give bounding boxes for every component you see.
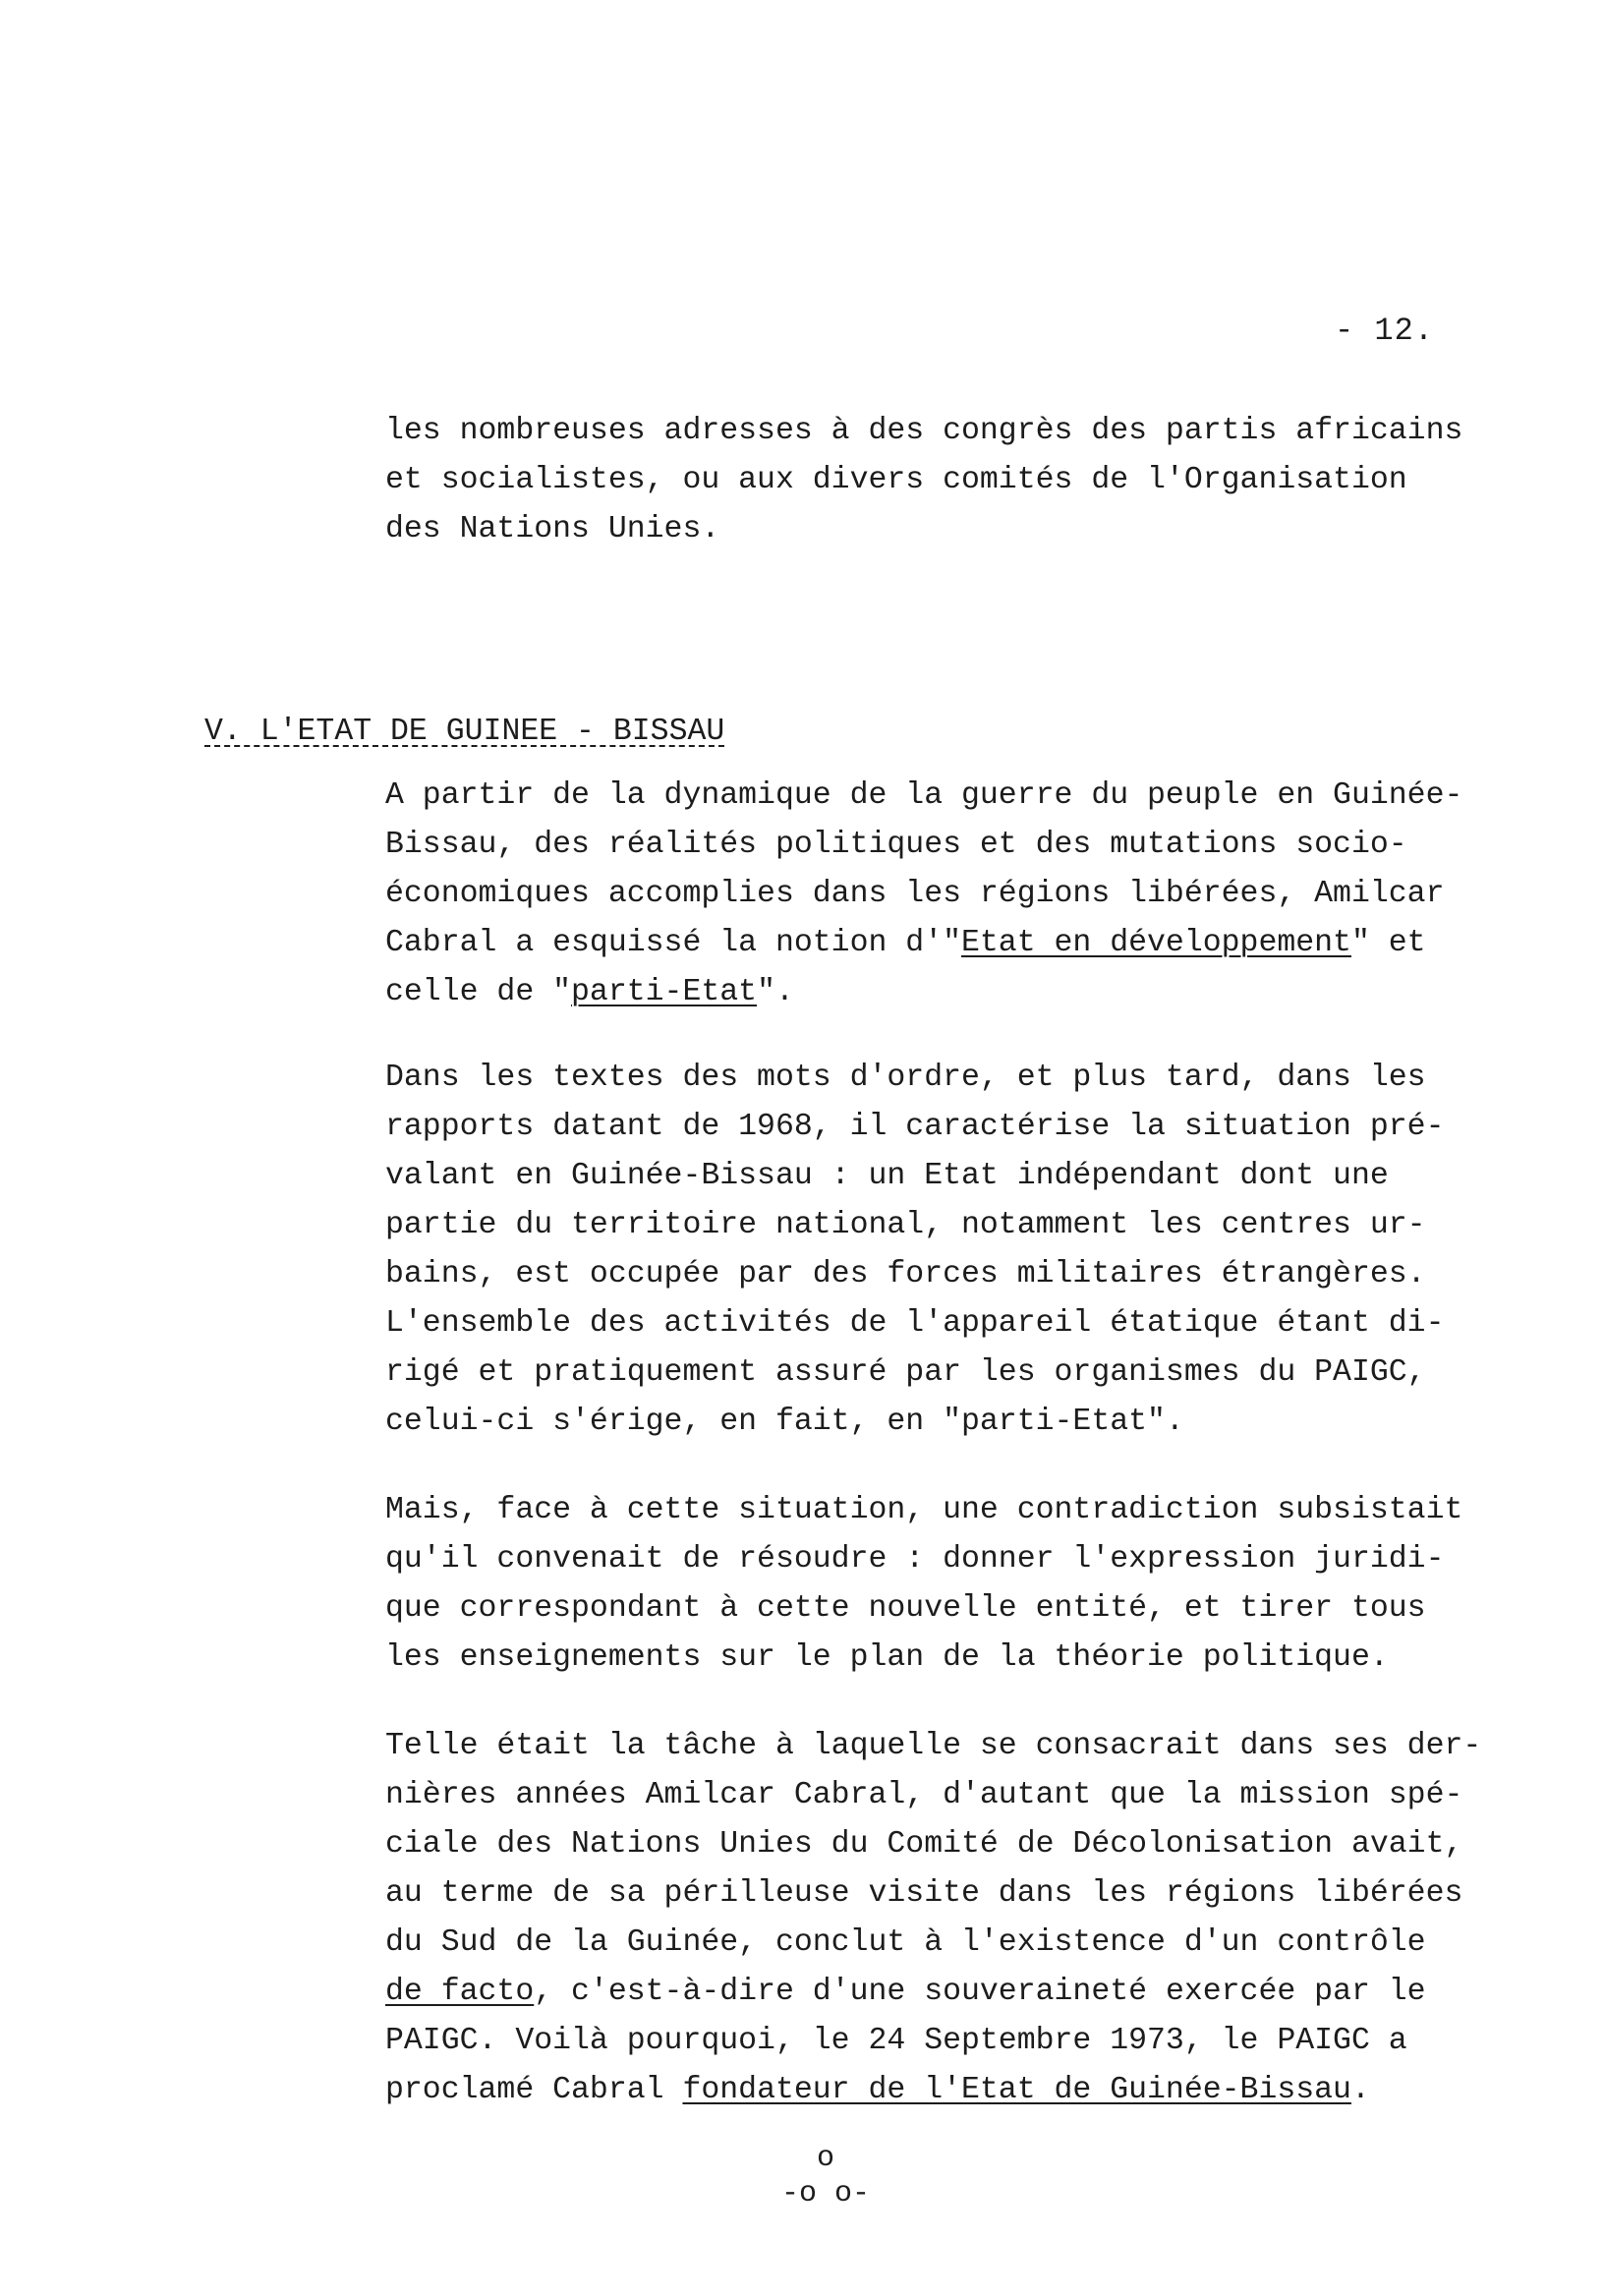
underlined-term: de facto [385,1975,535,2009]
text-line: du Sud de la Guinée, conclut à l'existence d'un contrôle [385,1925,1426,1960]
text-run: , c'est-à-dire d'une souveraineté exercée par le [534,1975,1426,2009]
text-line: A partir de la dynamique de la guerre du peuple en Guinée- [385,778,1463,813]
text-line: Dans les textes des mots d'ordre, et plus tard, dans les [385,1061,1426,1095]
section-heading: V. L'ETAT DE GUINEE - BISSAU [204,715,725,749]
text-line: rapports datant de 1968, il caractérise la situation pré- [385,1110,1445,1144]
text-line: les enseignements sur le plan de la théorie politique. [385,1640,1389,1675]
text-line: que correspondant à cette nouvelle entité, et tirer tous [385,1591,1426,1626]
paragraph-3 [385,1486,1594,1683]
text-line: bains, est occupée par des forces militaires étrangères. [385,1257,1426,1292]
text-line [385,968,1594,1017]
text-line: Mais, face à cette situation, une contradiction subsistait [385,1493,1463,1527]
text-line: qu'il convenait de résoudre : donner l'expression juridi- [385,1542,1445,1577]
underlined-term: Etat en développement [961,926,1351,960]
text-line: L'ensemble des activités de l'appareil étatique étant di- [385,1306,1445,1341]
text-run: proclamé Cabral [385,2073,683,2107]
text-line [385,2066,1594,2115]
underlined-term: parti-Etat [571,975,758,1009]
text-run: celle de " [385,975,572,1009]
text-line: PAIGC. Voilà pourquoi, le 24 Septembre 1973, le PAIGC a [385,2024,1407,2058]
ornament-bottom: -o o- [780,2177,870,2210]
text-line: au terme de sa périlleuse visite dans les régions libérées [385,1876,1463,1911]
text-line: Telle était la tâche à laquelle se consacrait dans ses der- [385,1729,1482,1763]
paragraph-2 [385,1054,1594,1447]
underlined-term: fondateur de l'Etat de Guinée-Bissau [682,2073,1351,2107]
text-line [385,1968,1594,2017]
text-line: partie du territoire national, notamment les centres ur- [385,1208,1426,1242]
intro-paragraph [385,407,1594,554]
text-line: ciale des Nations Unies du Comité de Décolonisation avait, [385,1827,1463,1862]
text-line: nières années Amilcar Cabral, d'autant que la mission spé- [385,1778,1463,1812]
text-line: Bissau, des réalités politiques et des mutations socio- [385,828,1407,862]
text-run: . [1350,2073,1370,2107]
text-line: économiques accomplies dans les régions libérées, Amilcar [385,877,1445,911]
text-line: valant en Guinée-Bissau : un Etat indépendant dont une [385,1159,1389,1193]
text-line: des Nations Unies. [385,512,720,546]
text-run: ". [757,975,794,1009]
text-line: rigé et pratiquement assuré par les organismes du PAIGC, [385,1355,1426,1390]
text-line: les nombreuses adresses à des congrès des partis africains [385,414,1463,448]
ornament-top: o [816,2142,834,2175]
page-number: - 12. [1335,313,1435,349]
text-run: Cabral a esquissé la notion d'" [385,926,961,960]
paragraph-4 [385,1722,1594,2115]
text-line: celui-ci s'érige, en fait, en "parti-Etat". [385,1405,1184,1439]
paragraph-1 [385,772,1594,1017]
text-line [385,919,1594,968]
text-run: " et [1350,926,1426,960]
text-line: et socialistes, ou aux divers comités de l'Organisation [385,463,1407,497]
